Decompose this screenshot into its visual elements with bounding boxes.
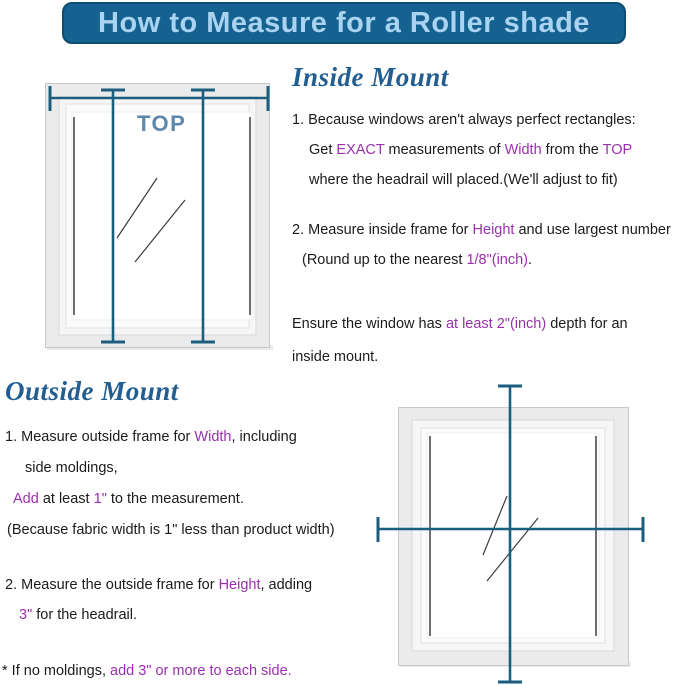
outside-mount-window-diagram	[365, 378, 665, 685]
text: measurements of	[384, 142, 505, 158]
text: Get	[309, 142, 337, 158]
text: (Because fabric width is 1" less than product width)	[7, 522, 335, 538]
accent-text: Width	[194, 429, 232, 445]
inside-step-1-line-3	[292, 165, 636, 195]
outside-step-2	[5, 570, 312, 630]
text: Ensure the window has	[292, 316, 446, 332]
inside-step-2-line-1	[292, 215, 671, 245]
accent-text: add 3" or more to each side.	[110, 663, 292, 679]
text: side moldings,	[25, 460, 118, 476]
text: for the headrail.	[32, 607, 138, 623]
outside-step-1-line-2	[5, 453, 335, 484]
text: at least	[38, 491, 94, 507]
window-glass	[72, 112, 252, 320]
inside-mount-heading: Inside Mount	[292, 62, 449, 92]
text: 2. Measure inside frame for	[292, 222, 473, 238]
footnote-line	[2, 656, 292, 685]
depth-note-line-2	[292, 341, 628, 374]
text: where the headrail will placed.(We'll adjust to fit)	[309, 172, 618, 188]
accent-text: 1/8"(inch)	[466, 252, 529, 268]
text: .	[528, 252, 533, 268]
accent-text: Width	[504, 142, 542, 158]
inside-mount-depth-note	[292, 308, 628, 374]
inside-step-1	[292, 105, 636, 195]
inside-step-1-line-2	[292, 135, 636, 165]
text: and use largest number	[514, 222, 671, 238]
inside-step-2-line-2	[292, 245, 671, 275]
text: * If no moldings,	[2, 663, 110, 679]
outside-mount-footnote	[2, 656, 292, 685]
accent-text: Height	[218, 577, 261, 593]
page-title-banner	[62, 2, 626, 44]
text: , adding	[260, 577, 313, 593]
outside-mount-heading: Outside Mount	[5, 376, 179, 406]
depth-note-line-1	[292, 308, 628, 341]
page-title: How to Measure for a Roller shade	[98, 6, 590, 39]
accent-text: EXACT	[336, 142, 385, 158]
accent-text: Height	[472, 222, 515, 238]
text: to the measurement.	[106, 491, 244, 507]
outside-step-2-line-1	[5, 570, 312, 600]
inside-step-1-line-1	[292, 105, 636, 135]
outside-step-1-line-4	[5, 515, 335, 546]
outside-step-1-line-1	[5, 422, 335, 453]
inside-step-2	[292, 215, 671, 275]
accent-text: at least 2"(inch)	[445, 316, 547, 332]
outside-step-1	[5, 422, 335, 546]
text: from the	[541, 142, 603, 158]
window-top-label: TOP	[137, 111, 187, 136]
window-glass	[427, 433, 599, 638]
accent-text: TOP	[602, 142, 633, 158]
accent-text: Add	[13, 491, 39, 507]
text: 1. Measure outside frame for	[5, 429, 195, 445]
text: (Round up to the nearest	[302, 252, 467, 268]
text: 1. Because windows aren't always perfect rectangles:	[292, 112, 636, 128]
text: inside mount.	[292, 349, 379, 365]
text: depth for an	[546, 316, 628, 332]
text: 2. Measure the outside frame for	[5, 577, 219, 593]
outside-step-2-line-2	[5, 600, 312, 630]
outside-step-1-line-3	[5, 484, 335, 515]
accent-text: 3"	[19, 607, 33, 623]
accent-text: 1"	[93, 491, 107, 507]
text: , including	[231, 429, 297, 445]
